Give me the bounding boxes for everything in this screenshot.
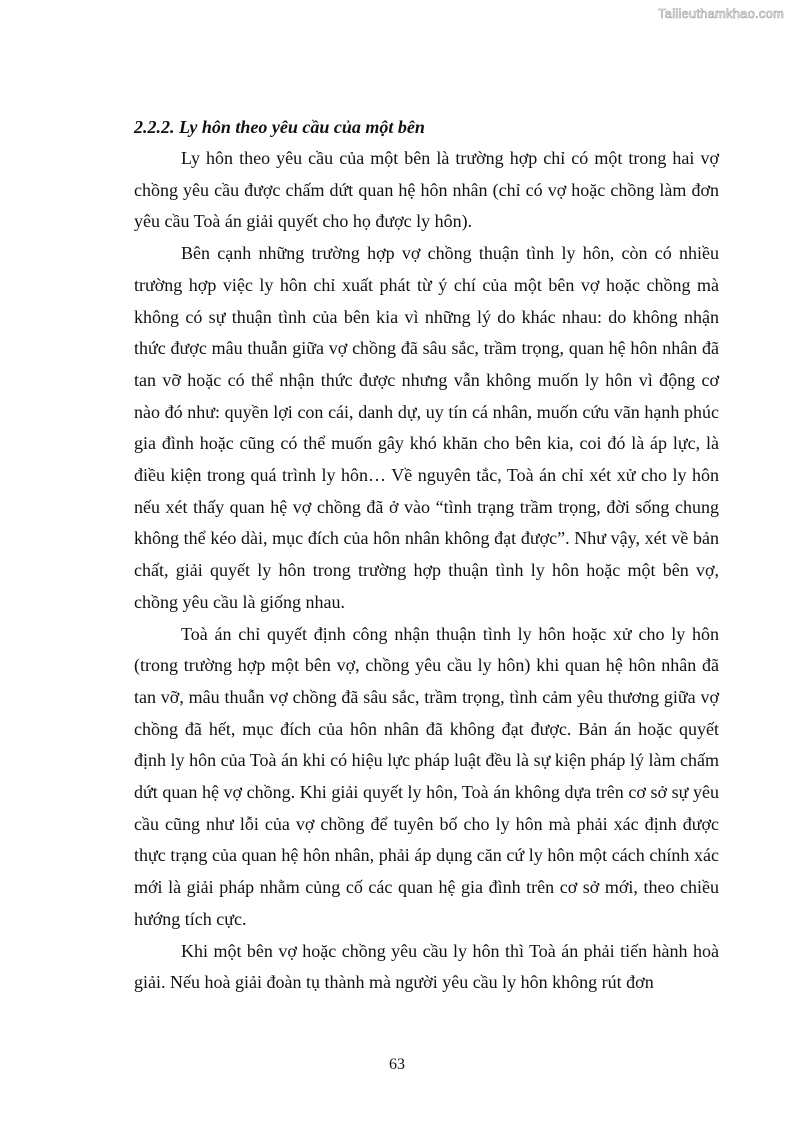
page-number: 63	[389, 1056, 405, 1073]
section-heading: 2.2.2. Ly hôn theo yêu cầu của một bên	[134, 117, 425, 137]
document-body	[134, 112, 719, 999]
paragraph-3: Toà án chỉ quyết định công nhận thuận tình ly hôn hoặc xử cho ly hôn (trong trường hợp một bên vợ, chồng yêu cầu ly hôn) khi quan hệ hôn nhân đã tan vỡ, mâu thuẫn vợ chồng đã sâu sắc, trầm trọng, tình cảm yêu thương giữa vợ chồng đã hết, mục đích của hôn nhân đã không đạt được. Bản án hoặc quyết định ly hôn của Toà án khi có hiệu lực pháp luật đều là sự kiện pháp lý làm chấm dứt quan hệ vợ chồng. Khi giải quyết ly hôn, Toà án không dựa trên cơ sở sự yêu cầu cũng như lỗi của vợ chồng để tuyên bố cho ly hôn mà phải xác định được thực trạng của quan hệ hôn nhân, phải áp dụng căn cứ ly hôn một cách chính xác mới là giải pháp nhằm củng cố các quan hệ gia đình trên cơ sở mới, theo chiều hướng tích cực.	[134, 623, 719, 929]
paragraph-4: Khi một bên vợ hoặc chồng yêu cầu ly hôn thì Toà án phải tiến hành hoà giải. Nếu hoà giải đoàn tụ thành mà người yêu cầu ly hôn không rút đơn	[134, 940, 719, 993]
watermark: Tailieuthamkhao.com	[658, 6, 784, 21]
paragraph-1: Ly hôn theo yêu cầu của một bên là trường hợp chỉ có một trong hai vợ chồng yêu cầu được chấm dứt quan hệ hôn nhân (chỉ có vợ hoặc chồng làm đơn yêu cầu Toà án giải quyết cho họ được ly hôn).	[134, 148, 719, 232]
paragraph-2: Bên cạnh những trường hợp vợ chồng thuận tình ly hôn, còn có nhiều trường hợp việc ly hôn chỉ xuất phát từ ý chí của một bên vợ hoặc chồng mà không có sự thuận tình của bên kia vì những lý do khác nhau: do không nhận thức được mâu thuẫn giữa vợ chồng đã sâu sắc, trầm trọng, quan hệ hôn nhân đã tan vỡ hoặc có thể nhận thức được nhưng vẫn không muốn ly hôn vì động cơ nào đó như: quyền lợi con cái, danh dự, uy tín cá nhân, muốn cứu vãn hạnh phúc gia đình hoặc cũng có thể muốn gây khó khăn cho bên kia, coi đó là áp lực, là điều kiện trong quá trình ly hôn… Về nguyên tắc, Toà án chỉ xét xử cho ly hôn nếu xét thấy quan hệ vợ chồng đã ở vào “tình trạng trầm trọng, đời sống chung không thể kéo dài, mục đích của hôn nhân không đạt được”. Như vậy, xét về bản chất, giải quyết ly hôn trong trường hợp thuận tình ly hôn hoặc một bên vợ, chồng yêu cầu là giống nhau.	[134, 243, 719, 612]
